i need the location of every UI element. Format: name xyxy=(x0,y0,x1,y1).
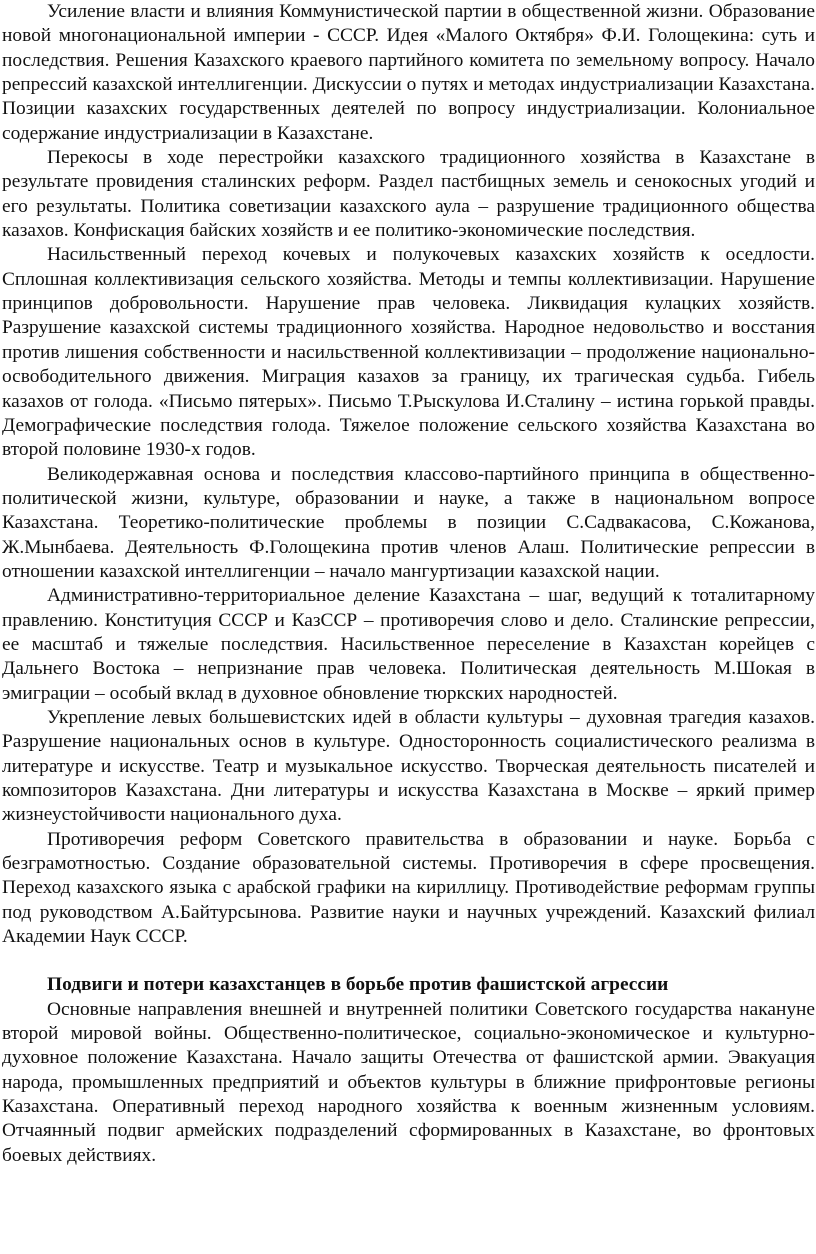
paragraph-collectivization: Насильственный переход кочевых и полукочевых казахских хозяйств к оседлости. Сплошная коллективизация сельского хозяйства. Методы и темпы коллективизации. Нарушение принципов добровольности. Нарушение прав человека. Ликвидация кулацких хозяйств. Разрушение казахской системы традиционного хозяйства. Народное недовольство и восстания против лишения собственности и насильственной коллективизации – продолжение национально-освободительного движения. Миграция казахов за границу, их трагическая судьба. Гибель казахов от голода. «Письмо пятерых». Письмо Т.Рыскулова И.Сталину – истина горькой правды. Демографические последствия голода. Тяжелое положение сельского хозяйства Казахстана во второй половине 1930-х годов. xyxy=(2,244,815,461)
paragraph-education-science: Противоречия реформ Советского правительства в образовании и науке. Борьба с безграмотностью. Создание образовательной системы. Противоречия в сфере просвещения. Переход казахского языка с арабской графики на кириллицу. Противодействие реформам группы под руководством А.Байтурсынова. Развитие науки и научных учреждений. Казахский филиал Академии Наук СССР. xyxy=(2,828,815,948)
paragraph-culture: Укрепление левых большевистских идей в области культуры – духовная трагедия казахов. Разрушение национальных основ в культуре. Односторонность социалистического реализма в литературе и искусстве. Театр и музыкальное искусство. Творческая деятельность писателей и композиторов Казахстана. Дни литературы и искусства Казахстана в Москве – яркий пример жизнеустойчивости национального духа. xyxy=(2,706,815,826)
section-heading: Подвиги и потери казахстанцев в борьбе против фашистской агрессии xyxy=(47,974,669,996)
paragraph-communist-party-influence: Усиление власти и влияния Коммунистической партии в общественной жизни. Образование новой многонациональной империи - СССР. Идея «Малого Октября» Ф.И. Голощекина: суть и последствия. Решения Казахского краевого партийного комитета по земельному вопросу. Начало репрессий казахской интеллигенции. Дискуссии о путях и методах индустриализации Казахстана. Позиции казахских государственных деятелей по вопросу индустриализации. Колониальное содержание индустриализации в Казахстане. xyxy=(2,1,815,144)
paragraph-class-party-principle: Великодержавная основа и последствия классово-партийного принципа в общественно-политической жизни, культуре, образовании и науке, а также в национальном вопросе Казахстана. Теоретико-политические проблемы в позиции С.Садвакасова, С.Кожанова, Ж.Мынбаева. Деятельность Ф.Голощекина против членов Алаш. Политические репрессии в отношении казахской интеллигенции – начало мангуртизации казахской нации. xyxy=(2,463,815,582)
paragraph-traditional-economy-reforms: Перекосы в ходе перестройки казахского традиционного хозяйства в Казахстане в результате провидения сталинских реформ. Раздел пастбищных земель и сенокосных угодий и его результаты. Политика советизации казахского аула – разрушение традиционного общества казахов. Конфискация байских хозяйств и ее политико-экономические последствия. xyxy=(2,147,815,242)
paragraph-pre-war-policy: Основные направления внешней и внутренней политики Советского государства накануне второй мировой войны. Общественно-политическое, социально-экономическое и культурно-духовное положение Казахстана. Начало защиты Отечества от фашистской армии. Эвакуация народа, промышленных предприятий и объектов культуры в ближние прифронтовые регионы Казахстана. Оперативный переход народного хозяйства к военным жизненным условиям. Отчаянный подвиг армейских подразделений сформированных в Казахстане, во фронтовых боевых действиях. xyxy=(2,998,815,1166)
paragraph-administrative-division: Административно-территориальное деление Казахстана – шаг, ведущий к тоталитарному правлению. Конституция СССР и КазССР – противоречия слово и дело. Сталинские репрессии, ее масштаб и тяжелые последствия. Насильственное переселение в Казахстан корейцев с Дальнего Востока – непризнание прав человека. Политическая деятельность М.Шокая в эмиграции – особый вклад в духовное обновление тюркских народностей. xyxy=(2,585,815,704)
